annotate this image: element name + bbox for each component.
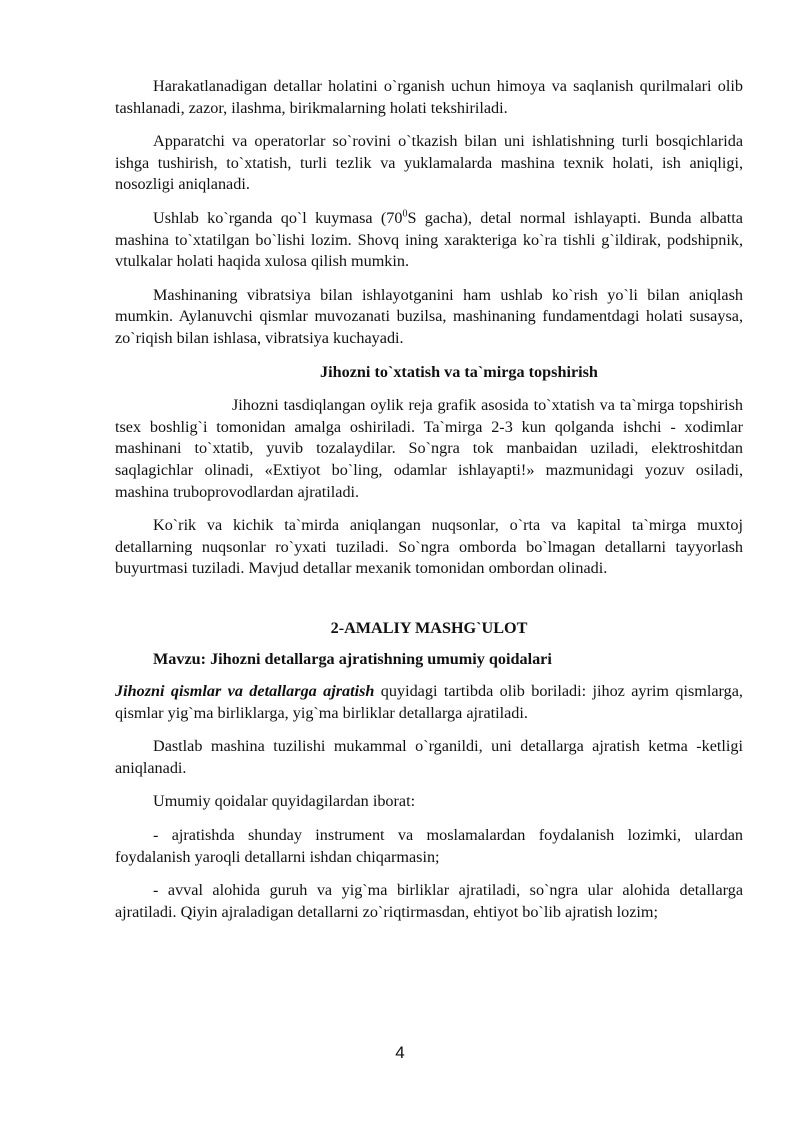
paragraph-moving-parts: Harakatlanadigan detallar holatini o`rganish uchun himoya va saqlanish qurilmalari olib tashlanadi, zazor, ilashma, birikmalarning holati tekshiriladi. <box>115 77 743 117</box>
list-item-groups-rule: - avval alohida guruh va yig`ma birliklar ajratiladi, so`ngra ular alohida detallarga ajratiladi. Qiyin ajraladigan detallarni zo`riqtirmasdan, ehtiyot bo`lib ajratish lozim; <box>115 881 743 921</box>
emphasized-term: Jihozni qismlar va detallarga ajratish <box>115 682 375 701</box>
paragraph-disassembly-order <box>115 681 743 724</box>
document-page <box>115 76 743 935</box>
list-item-tools-rule: - ajratishda shunday instrument va moslamalardan foydalanish lozimki, ulardan foydalanish yaroqli detallarni ishdan chiqarmasin; <box>115 826 743 866</box>
paragraph-general-rules-intro: Umumiy qoidalar quyidagilardan iborat: <box>153 792 416 811</box>
touch-check-text-end: S gacha), detal normal ishlayapti. Bunda albatta mashina to`xtatilgan bo`lishi lozim. Shovq ining xarakteriga ko`ra tishli g`ildirak, podshipnik, vtulkalar holati haqida xulosa qilish mumkin. <box>115 208 743 271</box>
disassembly-order-text: quyidagi tartibda olib boriladi: jihoz ayrim qismlarga, qismlar yig`ma birliklarga, yig`ma birliklar detallarga ajratiladi. <box>115 682 743 722</box>
paragraph-vibration: Mashinaning vibratsiya bilan ishlayotganini ham ushlab ko`rish yo`li bilan aniqlash mumkin. Aylanuvchi qismlar muvozanati buzilsa, mashinaning fundamentdagi holati susaysa, zo`riqish bilan ishlasa, vibratsiya kuchayadi. <box>115 285 743 347</box>
paragraph-study-structure: Dastlab mashina tuzilishi mukammal o`rganildi, uni detallarga ajratish ketma -ketligi aniqlanadi. <box>115 737 743 777</box>
paragraph-repair-handover: Jihozni tasdiqlangan oylik reja grafik asosida to`xtatish va ta`mirga topshirish tsex boshlig`i tomonidan amalga oshiriladi. Ta`mirga 2-3 kun qolganda ishchi - xodimlar mashinani to`xtatib, yuvib tozalaydilar. So`ngra tok manbaidan uziladi, elektroshitdan saqlagichlar olinadi, «Extiyot bo`ling, odamlar ishlayapti!» mazmunidagi yozuv osiladi, mashina truboprovodlardan ajratiladi. <box>115 396 743 501</box>
paragraph-defect-list: Ko`rik va kichik ta`mirda aniqlangan nuqsonlar, o`rta va kapital ta`mirga muxtoj detallarning nuqsonlar ro`yxati tuziladi. So`ngra omborda bo`lmagan detallarni tayyorlash buyurtmasi tuziladi. Mavjud detallar mexanik tomonidan ombordan olinadi. <box>115 516 743 578</box>
page-number: 4 <box>395 1043 405 1062</box>
section-title-practical-lesson: 2-AMALIY MASHG`ULOT <box>330 618 528 637</box>
degree-superscript: 0 <box>402 208 408 220</box>
topic-heading: Mavzu: Jihozni detallarga ajratishning umumiy qoidalari <box>153 650 552 669</box>
paragraph-touch-check <box>115 208 743 273</box>
touch-check-text-start: Ushlab ko`rganda qo`l kuymasa (70 <box>153 208 403 227</box>
paragraph-operator-survey: Apparatchi va operatorlar so`rovini o`tkazish bilan uni ishlatishning turli bosqichlarida ishga tushirish, to`xtatish, turli tezlik va yuklamalarda mashina texnik holati, ish aniqligi, nosozligi aniqlanadi. <box>115 132 743 194</box>
subheading-stop-and-repair: Jihozni to`xtatish va ta`mirga topshirish <box>320 362 598 381</box>
